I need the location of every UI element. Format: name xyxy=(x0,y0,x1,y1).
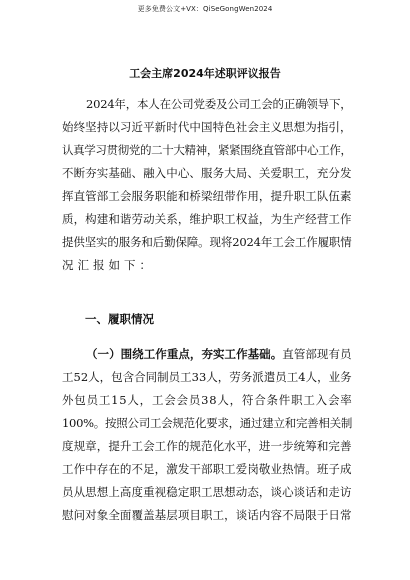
paragraph-line: 提供坚实的服务和后勤保障。现将2024年工会工作履职情 xyxy=(62,235,352,249)
paragraph-line: 100%。按照公司工会规范化要求，通过建立和完善相关制 xyxy=(62,416,353,430)
header-note: 更多免费公文+VX：QiSeGongWen2024 xyxy=(137,5,273,13)
paragraph-line: 2024年，本人在公司党委及公司工会的正确领导下， xyxy=(86,97,352,111)
paragraph-line: 始终坚持以习近平新时代中国特色社会主义思想为指引， xyxy=(62,120,352,134)
paragraph-line: 认真学习贯彻党的二十大精神，紧紧围绕直管部中心工作， xyxy=(62,143,352,157)
paragraph-line: 慰问对象全面覆盖基层项目职工，谈话内容不局限于日常 xyxy=(62,508,352,522)
paragraph-line: 不断夯实基础、融入中心、服务大局、关爱职工，充分发 xyxy=(62,166,352,180)
document-title: 工会主席2024年述职评议报告 xyxy=(129,67,281,80)
paragraph-line: 况汇报如下： xyxy=(62,258,155,272)
subsection-first-line xyxy=(86,347,352,361)
paragraph-line: 工52人，包含合同制员工33人，劳务派遣员工4人，业务 xyxy=(62,370,352,384)
subsection-text: 直管部现有员 xyxy=(282,347,352,361)
subsection-heading: （一）围绕工作重点，夯实工作基础。 xyxy=(86,347,283,361)
paragraph-line: 工作中存在的不足，激发干部职工爱岗敬业热情。班子成 xyxy=(62,462,352,476)
paragraph-line: 外包员工15人，工会会员38人，符合条件职工入会率 xyxy=(62,393,353,407)
paragraph-line: 挥直管部工会服务职能和桥梁纽带作用，提升职工队伍素 xyxy=(62,189,352,203)
paragraph-line: 度规章，提升工会工作的规范化水平，进一步统筹和完善 xyxy=(62,439,352,453)
paragraph-line: 质，构建和谐劳动关系，维护职工权益，为生产经营工作 xyxy=(62,212,352,226)
section-heading: 一、履职情况 xyxy=(85,312,154,326)
paragraph-line: 员从思想上高度重视稳定职工思想动态，谈心谈话和走访 xyxy=(62,485,352,499)
